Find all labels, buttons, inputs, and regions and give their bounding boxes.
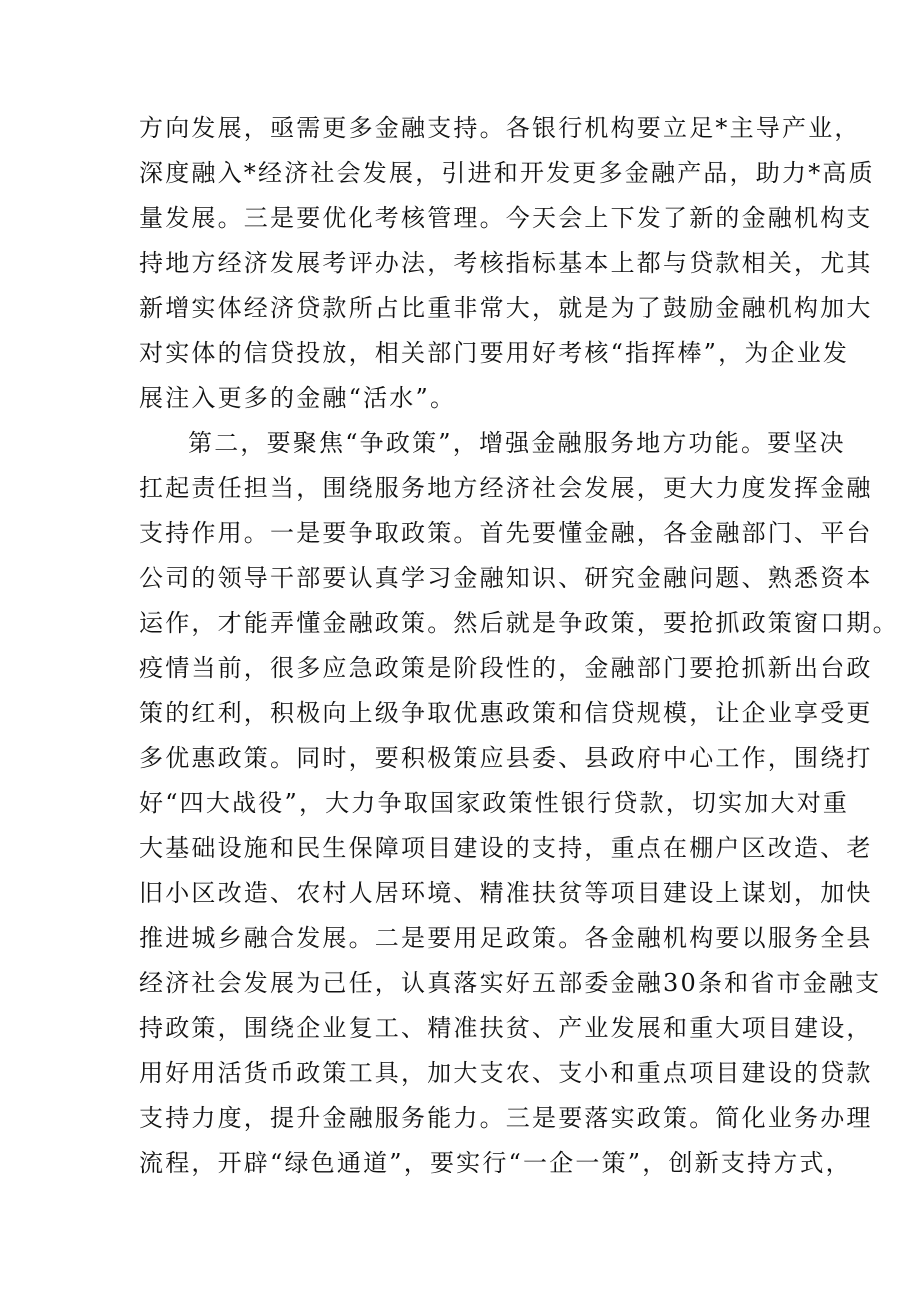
text-line: 扛起责任担当，围绕服务地方经济社会发展，更大力度发挥金融 xyxy=(139,474,873,502)
text-line: 公司的领导干部要认真学习金融知识、研究金融问题、熟悉资本 xyxy=(139,564,873,592)
text-line: 运作，才能弄懂金融政策。然后就是争政策，要抢抓政策窗口期。 xyxy=(139,609,899,637)
text-line: 对实体的信贷投放，相关部门要用好考核“指挥棒”，为企业发 xyxy=(139,339,850,367)
text-line: 持政策，围绕企业复工、精准扶贫、产业发展和重大项目建设， xyxy=(139,1014,873,1042)
text-line: 经济社会发展为己任，认真落实好五部委金融30条和省市金融支 xyxy=(139,969,882,997)
text-line: 推进城乡融合发展。二是要用足政策。各金融机构要以服务全县 xyxy=(139,924,873,952)
text-line: 好“四大战役”，大力争取国家政策性银行贷款，切实加大对重 xyxy=(139,789,850,817)
text-line: 量发展。三是要优化考核管理。今天会上下发了新的金融机构支 xyxy=(139,204,873,232)
text-line: 大基础设施和民生保障项目建设的支持，重点在棚户区改造、老 xyxy=(139,834,873,862)
text-line: 持地方经济发展考评办法，考核指标基本上都与贷款相关，尤其 xyxy=(139,249,873,277)
text-line: 方向发展，亟需更多金融支持。各银行机构要立足*主导产业， xyxy=(139,114,861,142)
text-line: 用好用活货币政策工具，加大支农、支小和重点项目建设的贷款 xyxy=(139,1059,873,1087)
text-line: 支持作用。一是要争取政策。首先要懂金融，各金融部门、平台 xyxy=(139,519,873,547)
text-line: 旧小区改造、农村人居环境、精准扶贫等项目建设上谋划，加快 xyxy=(139,879,873,907)
text-line: 多优惠政策。同时，要积极策应县委、县政府中心工作，围绕打 xyxy=(139,744,873,772)
text-line: 新增实体经济贷款所占比重非常大，就是为了鼓励金融机构加大 xyxy=(139,294,873,322)
paragraph-first-line: 第二，要聚焦“争政策”，增强金融服务地方功能。要坚决 xyxy=(188,429,846,457)
text-line: 展注入更多的金融“活水”。 xyxy=(139,384,457,412)
text-line: 策的红利，积极向上级争取优惠政策和信贷规模，让企业享受更 xyxy=(139,699,873,727)
text-line: 深度融入*经济社会发展，引进和开发更多金融产品，助力*高质 xyxy=(139,159,875,187)
text-line: 流程，开辟“绿色通道”，要实行“一企一策”，创新支持方式， xyxy=(139,1149,852,1177)
text-line: 疫情当前，很多应急政策是阶段性的，金融部门要抢抓新出台政 xyxy=(139,654,873,682)
text-line: 支持力度，提升金融服务能力。三是要落实政策。简化业务办理 xyxy=(139,1104,873,1132)
